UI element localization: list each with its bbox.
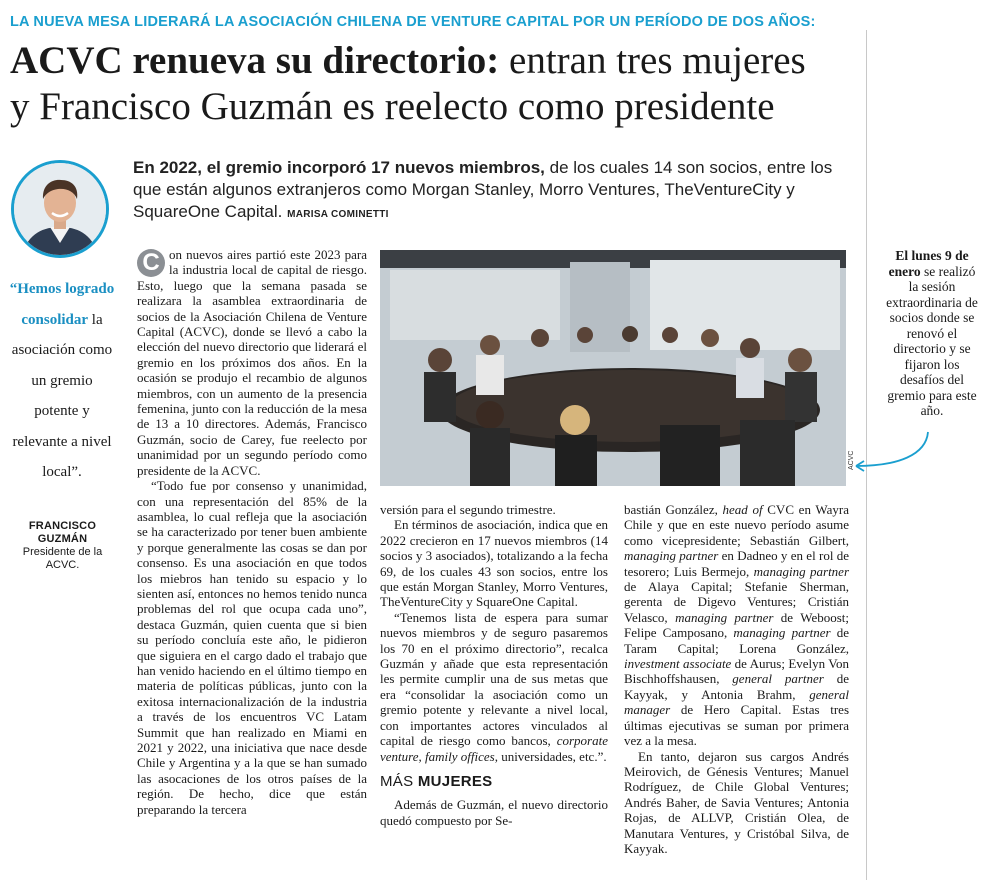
text-run: CVC en Wayra Chile y que en este nuevo período asume como vicepresidente; Sebastián Gilbert, [624, 502, 849, 548]
subhead-light: MÁS [380, 772, 418, 790]
paragraph: “Todo fue por consenso y unanimidad, con una representación del 85% de la asamblea, lo cual refleja que la asociación se ha caracterizado por tener buen ambiente y porque generalmente las cosas se dan por consenso. Es una asociación en que todos los miebros han tenido su espacio y lo sienten así, entonces no hemos tenido nunca problemas del rol que ocupa cada uno”, destaca Guzmán, quien cuenta que si bien su período concluía este año, le pidieron que siguiera en el cargo dado el trabajo que han venido haciendo en el último tiempo en materia de políticas públicas, junto con la exitosa internacionalización de la industria a través de los encuentros VC Latam Summit que han realizado en Miami en 2021 y 2022, una iniciativa que nace desde Chile y Argentina y a la que se han sumado las asocaciones de los otros países de la región. De hecho, dice que están preparando la tercera [137, 478, 367, 817]
paragraph [624, 502, 849, 749]
headline [10, 38, 870, 130]
lead [133, 157, 853, 226]
meeting-photo [380, 250, 846, 486]
text-run: bastián González, [624, 502, 723, 517]
text-run: en Dadneo y en el rol de tesorero; Luis Bermejo, [624, 548, 850, 579]
pull-quote [8, 274, 116, 488]
text-run: de Kayyak, y Antonia Brahm, [624, 671, 849, 702]
caption-arrow-icon [848, 430, 938, 475]
quote-text: la asociación como un gremio potente y relevante a nivel local”. [11, 311, 113, 480]
paragraph: Además de Guzmán, el nuevo directorio quedó compuesto por Se- [380, 797, 608, 828]
text-run: managing partner [675, 609, 774, 625]
paragraph: En tanto, dejaron sus cargos Andrés Meirovich, de Génesis Ventures; Manuel Rodríguez, de Chile Global Ventures; Andrés Baher, de Savia Ventures; Antonia Rojas, de ALLVP, Cristián Olea, de Manutara Ventures, y Cristóbal Silva, de Kayyak. [624, 748, 849, 856]
text-run: general partner [732, 671, 824, 687]
text-run: de Weboost; Felipe Camposano, [624, 609, 849, 641]
headline-line2: y Francisco Guzmán es reelecto como presidente [10, 85, 775, 128]
headline-rest: entran tres mujeres [499, 39, 806, 82]
paragraph: on nuevos aires partió este 2023 para la industria local de capital de riesgo. Esto, luego que la semana pasada se realizara la asamblea extraordinaria de socios de la Asociación Chilena de Venture Capital (ACVC), donde se llevó a cabo la elección del nuevo directorio que liderará el gremio en los próximos dos años. En la ocasión se produjo el recambio de algunos miembros, con un aumento de la presencia femenina, junto con la reducción de la mesa de 13 a 10 directores. Además, Francisco Guzmán, socio de Carey, fue reelecto por unanimidad por un segundo período como presidente de la ACVC. [137, 247, 367, 478]
body-column-3 [624, 502, 849, 856]
text-run: general manager [624, 686, 849, 718]
text-run: managing partner [733, 625, 831, 641]
body-column-1 [137, 247, 367, 817]
portrait-image [14, 163, 106, 255]
quote-open: “Hemos logrado consolidar [9, 281, 115, 328]
subheading [380, 774, 608, 789]
dropcap: C [137, 249, 165, 277]
byline: MARISA COMINETTI [287, 209, 389, 220]
subhead-bold: MUJERES [417, 772, 493, 790]
text-run: de Taram Capital; Lorena González, [624, 625, 849, 656]
quote-attribution [10, 520, 115, 572]
caption-text: se realizó la sesión extraordinaria de socios donde se renovó el directorio y se fijaron los desafíos del gremio para este año. [886, 263, 978, 418]
text-run: corporate venture, family offices [380, 733, 608, 764]
photo-caption [884, 248, 980, 419]
body-column-2 [380, 502, 608, 828]
lead-text: de los cuales 14 son socios, entre los que están algunos extranjeros como Morgan Stanley, Morro Ventures, TheVentureCity y SquareOne Capital. [133, 158, 833, 221]
headline-bold: ACVC renueva su directorio: [10, 39, 500, 82]
text-run: managing partner [624, 548, 719, 564]
text-run: de Alaya Capital; Stefanie Sherman, gerenta de Digevo Ventures; Cristián Velasco, [624, 579, 849, 625]
photo-credit: ACVC [848, 450, 855, 470]
quote-name: FRANCISCO GUZMÁN [28, 520, 97, 545]
paragraph: versión para el segundo trimestre. [380, 502, 556, 517]
text-run: managing partner [753, 563, 850, 579]
text-run: “Tenemos lista de espera para sumar nuevos miembros y de seguro pasaremos los 70 en el próximo directorio”, recalca Guzmán y añade que esta representación les permite cumplir una de sus metas que era “consolidar la asociación como un gremio potente y relevante a nivel local, con importantes actores vinculados al capital de riesgo como bancos, [380, 609, 608, 749]
photo-image [380, 250, 846, 486]
quote-role: Presidente de la ACVC. [22, 546, 103, 571]
caption-bold: El lunes 9 de enero [888, 248, 969, 279]
text-run: , universidades, etc.”. [494, 748, 607, 764]
text-run: de Aurus; Evelyn Von Bischhoffshausen, [624, 656, 849, 687]
text-run: de Hero Capital. Estas tres últimas ejecutivas se suman por primera vez a la mesa. [624, 702, 849, 749]
avatar [11, 160, 109, 258]
paragraph [380, 610, 608, 764]
text-run: investment associate [624, 656, 732, 672]
kicker: LA NUEVA MESA LIDERARÁ LA ASOCIACIÓN CHILENA DE VENTURE CAPITAL POR UN PERÍODO DE DOS AÑOS: [10, 14, 816, 30]
paragraph: En términos de asociación, indica que en 2022 crecieron en 17 nuevos miembros (14 socios y 3 asociados), totalizando a la fecha 69, de los cuales 43 son socios, entre los que están Morgan Stanley, Morro Ventures, TheVentureCity y SquareOne Capital. [380, 517, 608, 610]
text-run: head of [722, 502, 763, 517]
lead-bold: En 2022, el gremio incorporó 17 nuevos miembros, [133, 158, 545, 177]
